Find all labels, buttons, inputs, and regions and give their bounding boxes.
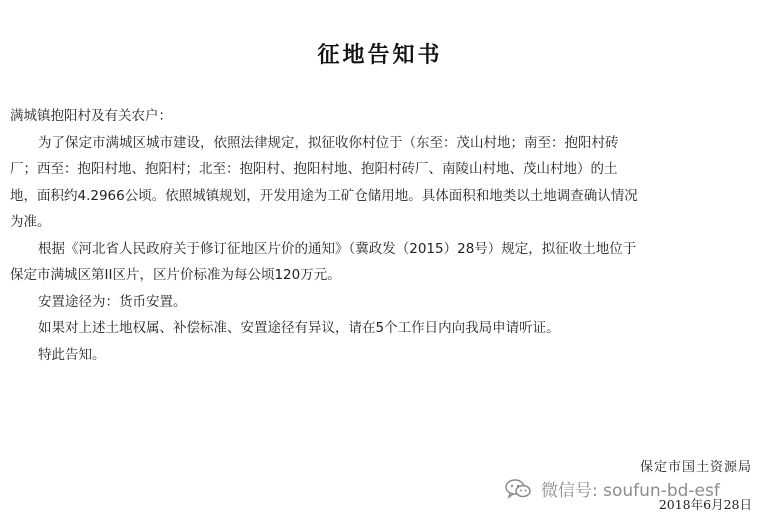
- watermark-text: 微信号: soufun-bd-esf: [541, 481, 720, 501]
- document-title: 征地告知书: [317, 43, 443, 68]
- body-line: 厂；西至：抱阳村地、抱阳村；北至：抱阳村、抱阳村地、抱阳村砖厂、南陵山村地、茂山村地）的土: [10, 161, 618, 177]
- document-body: [10, 103, 752, 368]
- body-line: 保定市满城区第II区片，区片价标准为每公顷120万元。: [10, 267, 341, 283]
- body-line: 如果对上述土地权属、补偿标准、安置途径有异议，请在5个工作日内向我局申请听证。: [38, 320, 560, 336]
- body-line: 为准。: [10, 214, 51, 230]
- wechat-icon: [505, 479, 531, 499]
- body-line: 特此告知。: [38, 346, 106, 363]
- salutation: 满城镇抱阳村及有关农户：: [10, 108, 172, 124]
- issue-date: 2018年6月28日: [658, 497, 752, 512]
- body-line: 为了保定市满城区城市建设，依照法律规定，拟征收你村位于（东至：茂山村地；南至：抱阳村砖: [38, 134, 619, 151]
- issuer-name: 保定市国土资源局: [639, 460, 752, 475]
- body-line: 根据《河北省人民政府关于修订征地区片价的通知》（冀政发（2015）28号）规定，拟征收土地位于: [38, 240, 637, 257]
- body-line: 安置途径为：货币安置。: [38, 293, 187, 310]
- body-line: 地，面积约4.2966公顷。依照城镇规划，开发用途为工矿仓储用地。具体面积和地类以土地调查确认情况: [10, 187, 638, 204]
